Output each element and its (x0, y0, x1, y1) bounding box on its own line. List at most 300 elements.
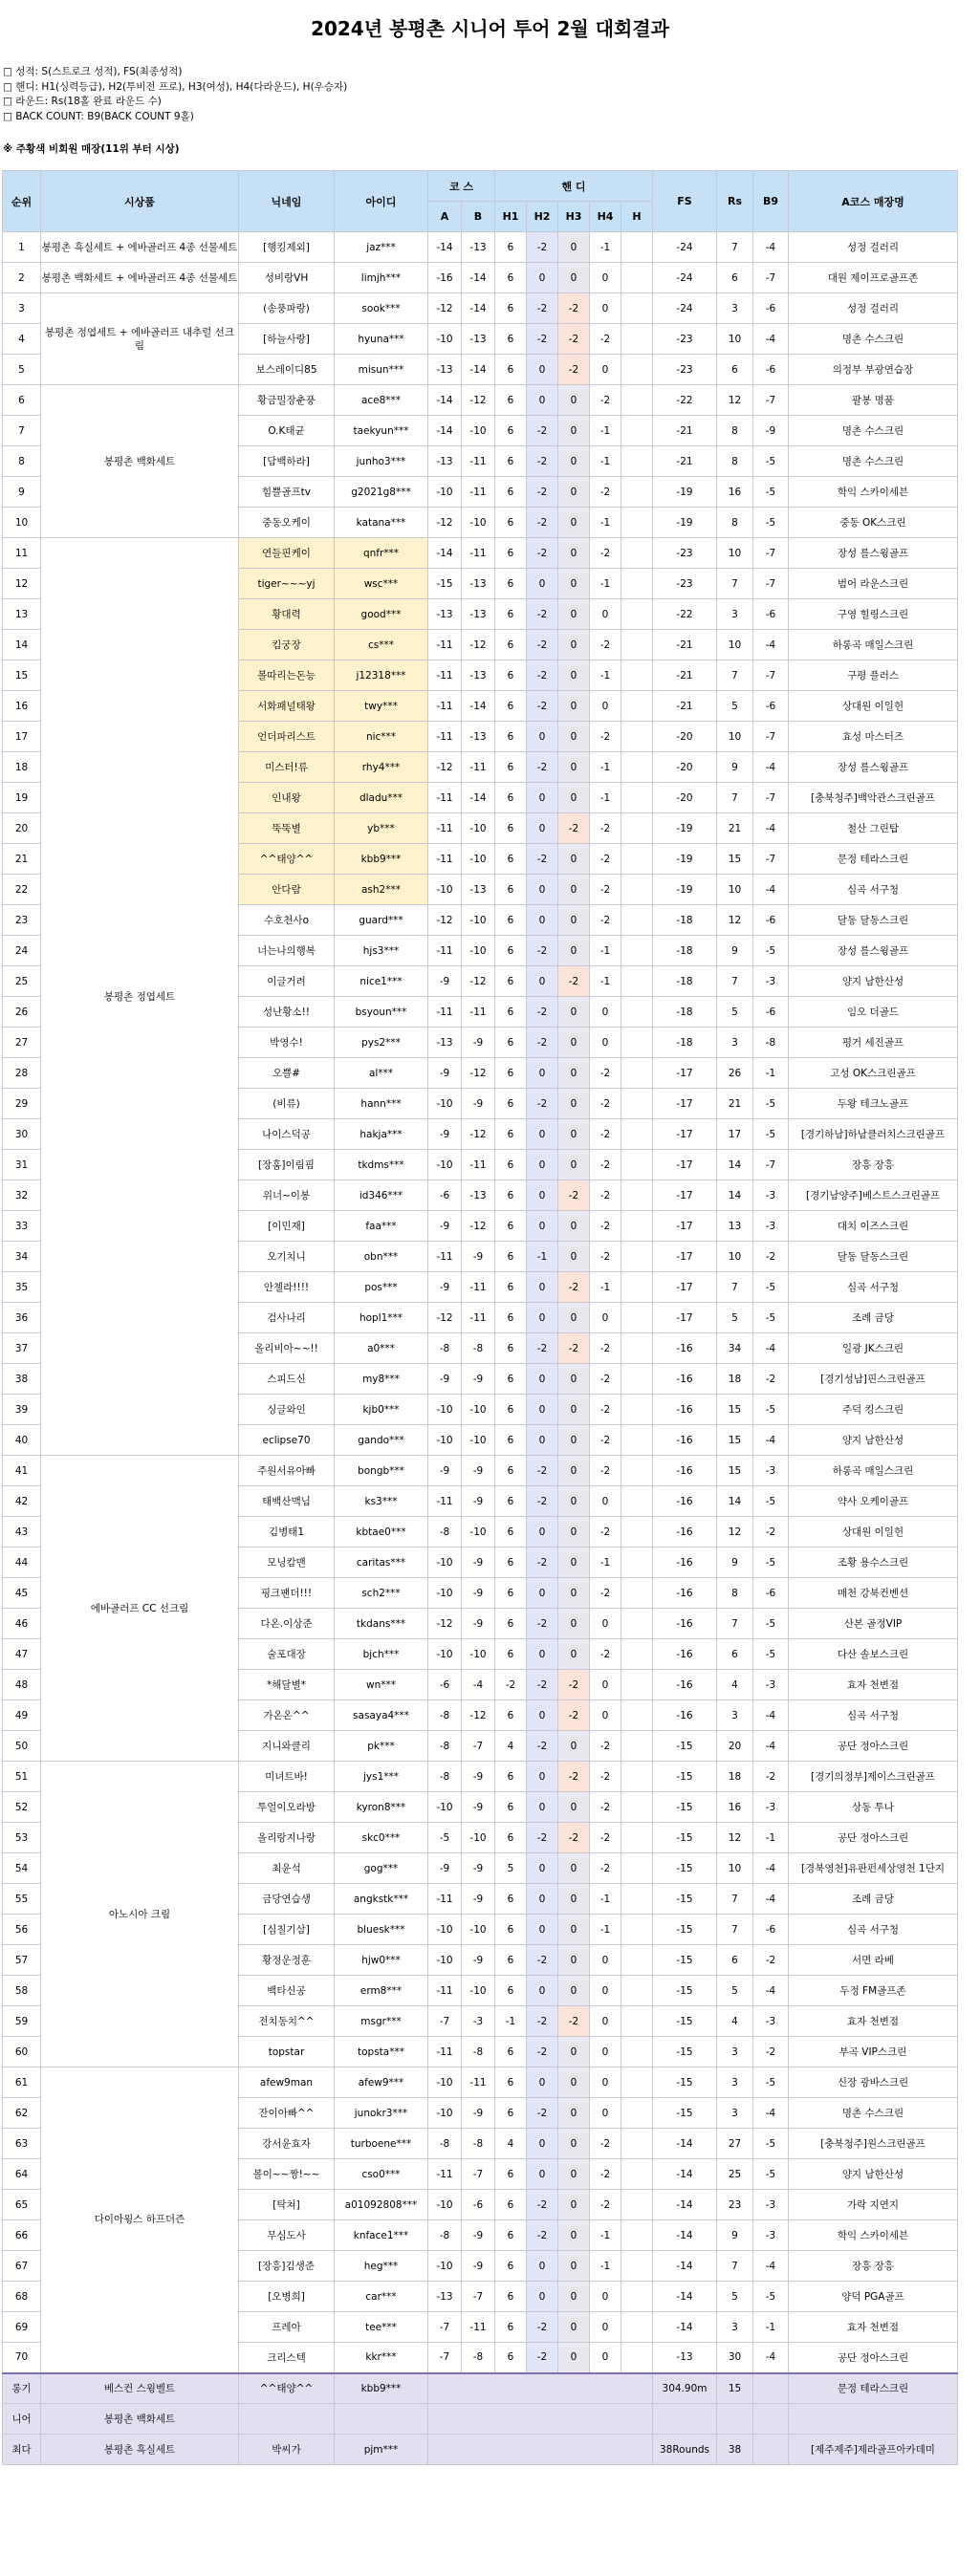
h4-cell: 0 (590, 1976, 621, 2006)
store-cell: 명촌 수스크린 (789, 324, 958, 355)
rank-cell: 41 (3, 1456, 41, 1486)
id-cell: sch2*** (335, 1578, 428, 1609)
h-cell (621, 997, 653, 1028)
id-cell: kbtae0*** (335, 1517, 428, 1548)
b9-cell: -5 (753, 1089, 789, 1119)
id-cell: al*** (335, 1058, 428, 1089)
h1-cell: 4 (495, 1731, 527, 1762)
h3-cell: -2 (558, 1823, 590, 1853)
h3-cell: -2 (558, 813, 590, 844)
h1-cell: 6 (495, 1976, 527, 2006)
course-b-cell: -8 (462, 1333, 495, 1364)
course-b-cell: -9 (462, 2220, 495, 2251)
legend-notes (3, 65, 347, 124)
h4-cell: -2 (590, 875, 621, 905)
award-store-cell: [제주제주]제라골프아카데미 (789, 2435, 958, 2465)
h3-cell: 0 (558, 385, 590, 416)
h-cell (621, 2129, 653, 2159)
nickname-cell: afew9man (239, 2067, 335, 2098)
rs-cell: 15 (717, 844, 753, 875)
course-a-cell: -10 (428, 1945, 462, 1976)
nickname-cell: 미녀트바! (239, 1762, 335, 1792)
h2-cell: -2 (527, 1548, 558, 1578)
h3-cell: 0 (558, 2037, 590, 2067)
b9-cell: -2 (753, 1517, 789, 1548)
course-a-cell: -7 (428, 2312, 462, 2343)
rank-cell: 5 (3, 355, 41, 385)
h3-cell: 0 (558, 2220, 590, 2251)
rank-cell: 60 (3, 2037, 41, 2067)
rank-cell: 58 (3, 1976, 41, 2006)
h3-cell: 0 (558, 2312, 590, 2343)
id-cell: pos*** (335, 1272, 428, 1303)
b9-cell: -8 (753, 1028, 789, 1058)
store-cell: 임오 더골드 (789, 997, 958, 1028)
nickname-cell: 주원서유아빠 (239, 1456, 335, 1486)
rs-cell: 6 (717, 263, 753, 293)
fs-cell: -18 (653, 936, 717, 966)
rank-cell: 45 (3, 1578, 41, 1609)
h2-cell: -2 (527, 538, 558, 569)
h4-cell: -1 (590, 416, 621, 446)
course-a-cell: -10 (428, 1639, 462, 1670)
course-a-cell: -10 (428, 1395, 462, 1425)
h2-cell: -1 (527, 1242, 558, 1272)
h1-cell: 6 (495, 1762, 527, 1792)
rs-cell: 7 (717, 2251, 753, 2282)
id-cell: hakja*** (335, 1119, 428, 1150)
h2-cell: -2 (527, 2343, 558, 2373)
h2-cell: -2 (527, 1670, 558, 1700)
id-cell: afew9*** (335, 2067, 428, 2098)
course-b-cell: -9 (462, 1028, 495, 1058)
header-nickname: 닉네임 (239, 171, 335, 232)
id-cell: g2021g8*** (335, 477, 428, 508)
id-cell: faa*** (335, 1211, 428, 1242)
nickname-cell: [장훔]이림핌 (239, 1150, 335, 1180)
store-cell: 주덕 킹스크린 (789, 1395, 958, 1425)
rank-cell: 20 (3, 813, 41, 844)
h1-cell: 6 (495, 2098, 527, 2129)
course-b-cell: -11 (462, 752, 495, 783)
rs-cell: 7 (717, 232, 753, 263)
rs-cell: 7 (717, 783, 753, 813)
h2-cell: 0 (527, 1792, 558, 1823)
id-cell: tkdms*** (335, 1150, 428, 1180)
store-cell: [경북영천]유판펀세상영천 1단지 (789, 1853, 958, 1884)
h-cell (621, 1945, 653, 1976)
rank-cell: 13 (3, 599, 41, 630)
store-cell: 구영 힐링스크린 (789, 599, 958, 630)
id-cell: tkdans*** (335, 1609, 428, 1639)
rank-cell: 28 (3, 1058, 41, 1089)
table-row (3, 232, 958, 263)
id-cell: my8*** (335, 1364, 428, 1395)
header-prize: 시상품 (41, 171, 239, 232)
rs-cell: 23 (717, 2190, 753, 2220)
award-prize-cell: 봉평촌 백화세트 (41, 2404, 239, 2435)
award-nickname-cell: 박씨가 (239, 2435, 335, 2465)
h2-cell: 0 (527, 813, 558, 844)
store-cell: 의정부 부광연습장 (789, 355, 958, 385)
store-cell: 일광 JK스크린 (789, 1333, 958, 1364)
nickname-cell: 프레아 (239, 2312, 335, 2343)
h-cell (621, 2220, 653, 2251)
fs-cell: -16 (653, 1364, 717, 1395)
course-b-cell: -11 (462, 477, 495, 508)
rs-cell: 7 (717, 1915, 753, 1945)
course-a-cell: -14 (428, 385, 462, 416)
h3-cell: 0 (558, 1915, 590, 1945)
nickname-cell: 강서윤효자 (239, 2129, 335, 2159)
course-a-cell: -10 (428, 1089, 462, 1119)
nickname-cell: [탁쳐] (239, 2190, 335, 2220)
course-b-cell: -14 (462, 263, 495, 293)
store-cell: 성정 걸러리 (789, 232, 958, 263)
store-cell: 심곡 서구청 (789, 1915, 958, 1945)
table-row (3, 263, 958, 293)
h3-cell: -2 (558, 1670, 590, 1700)
h3-cell: 0 (558, 1884, 590, 1915)
h3-cell: 0 (558, 1425, 590, 1456)
h4-cell: -2 (590, 324, 621, 355)
blank-cell (428, 2404, 653, 2435)
course-b-cell: -14 (462, 293, 495, 324)
h4-cell: -2 (590, 1119, 621, 1150)
rs-cell: 3 (717, 293, 753, 324)
h2-cell: 0 (527, 1058, 558, 1089)
course-a-cell: -6 (428, 1670, 462, 1700)
nickname-cell: 오기치니 (239, 1242, 335, 1272)
h-cell (621, 2282, 653, 2312)
h1-cell: 6 (495, 1333, 527, 1364)
h4-cell: -2 (590, 1792, 621, 1823)
h4-cell: -2 (590, 1823, 621, 1853)
h3-cell: 0 (558, 1303, 590, 1333)
course-b-cell: -10 (462, 813, 495, 844)
fs-cell: -16 (653, 1639, 717, 1670)
store-cell: 효성 마스터즈 (789, 722, 958, 752)
fs-cell: -16 (653, 1700, 717, 1731)
course-a-cell: -14 (428, 538, 462, 569)
award-record-cell (653, 2404, 717, 2435)
h4-cell: -1 (590, 660, 621, 691)
h4-cell: -2 (590, 1731, 621, 1762)
store-cell: 팔봉 명품 (789, 385, 958, 416)
h1-cell: 6 (495, 1609, 527, 1639)
course-b-cell: -9 (462, 1548, 495, 1578)
h-cell (621, 2190, 653, 2220)
h-cell (621, 660, 653, 691)
h4-cell: -1 (590, 2220, 621, 2251)
h2-cell: -2 (527, 293, 558, 324)
h1-cell: 6 (495, 1272, 527, 1303)
fs-cell: -21 (653, 691, 717, 722)
b9-cell: -4 (753, 1425, 789, 1456)
b9-cell: -5 (753, 2067, 789, 2098)
h4-cell: -1 (590, 1272, 621, 1303)
h1-cell: 6 (495, 1884, 527, 1915)
h3-cell: 0 (558, 752, 590, 783)
b9-cell: -1 (753, 1058, 789, 1089)
fs-cell: -14 (653, 2129, 717, 2159)
course-a-cell: -9 (428, 1119, 462, 1150)
course-b-cell: -12 (462, 630, 495, 660)
nickname-cell: 최윤석 (239, 1853, 335, 1884)
course-b-cell: -13 (462, 660, 495, 691)
rank-cell: 16 (3, 691, 41, 722)
course-a-cell: -11 (428, 844, 462, 875)
fs-cell: -14 (653, 2220, 717, 2251)
nickname-cell: 지니와클리 (239, 1731, 335, 1762)
h3-cell: 0 (558, 2159, 590, 2190)
b9-cell: -5 (753, 936, 789, 966)
rs-cell: 3 (717, 2037, 753, 2067)
h2-cell: 0 (527, 569, 558, 599)
nickname-cell: 보스레이디85 (239, 355, 335, 385)
rs-cell: 8 (717, 1578, 753, 1609)
h3-cell: 0 (558, 1395, 590, 1425)
course-a-cell: -11 (428, 997, 462, 1028)
blank-cell (428, 2373, 653, 2404)
award-rs-cell: 15 (717, 2373, 753, 2404)
rs-cell: 14 (717, 1486, 753, 1517)
course-a-cell: -5 (428, 1823, 462, 1853)
course-a-cell: -11 (428, 1976, 462, 2006)
h-cell (621, 752, 653, 783)
course-b-cell: -14 (462, 691, 495, 722)
rs-cell: 30 (717, 2343, 753, 2373)
id-cell: a01092808*** (335, 2190, 428, 2220)
rank-cell: 10 (3, 508, 41, 538)
b9-cell: -3 (753, 2190, 789, 2220)
h1-cell: 6 (495, 477, 527, 508)
h-cell (621, 355, 653, 385)
h-cell (621, 1609, 653, 1639)
id-cell: hjs3*** (335, 936, 428, 966)
h-cell (621, 1211, 653, 1242)
rank-cell: 69 (3, 2312, 41, 2343)
store-cell: 상동 투나 (789, 1792, 958, 1823)
course-a-cell: -11 (428, 630, 462, 660)
h3-cell: 0 (558, 1089, 590, 1119)
rs-cell: 8 (717, 446, 753, 477)
h1-cell: 6 (495, 599, 527, 630)
id-cell: kjb0*** (335, 1395, 428, 1425)
h-cell (621, 1180, 653, 1211)
nickname-cell: 황정운정훈 (239, 1945, 335, 1976)
nickname-cell: eclipse70 (239, 1425, 335, 1456)
h3-cell: 0 (558, 1486, 590, 1517)
store-cell: 학익 스카이세븐 (789, 2220, 958, 2251)
course-a-cell: -12 (428, 752, 462, 783)
rank-cell: 9 (3, 477, 41, 508)
b9-cell: -5 (753, 1303, 789, 1333)
h1-cell: 6 (495, 630, 527, 660)
h2-cell: -2 (527, 752, 558, 783)
course-b-cell: -11 (462, 2067, 495, 2098)
fs-cell: -23 (653, 569, 717, 599)
course-a-cell: -10 (428, 1425, 462, 1456)
fs-cell: -15 (653, 2067, 717, 2098)
store-cell: 장성 를스윙골프 (789, 936, 958, 966)
award-prize-cell: 봉평촌 흑실세트 (41, 2435, 239, 2465)
id-cell: gog*** (335, 1853, 428, 1884)
b9-cell: -4 (753, 875, 789, 905)
course-a-cell: -16 (428, 263, 462, 293)
fs-cell: -21 (653, 660, 717, 691)
rs-cell: 7 (717, 1884, 753, 1915)
h2-cell: -2 (527, 508, 558, 538)
course-a-cell: -11 (428, 936, 462, 966)
b9-cell: -3 (753, 1670, 789, 1700)
course-a-cell: -8 (428, 1700, 462, 1731)
h2-cell: -2 (527, 1945, 558, 1976)
course-a-cell: -9 (428, 1456, 462, 1486)
nickname-cell: 핑크팬더!!! (239, 1578, 335, 1609)
h3-cell: 0 (558, 2282, 590, 2312)
table-row (3, 1456, 958, 1486)
course-b-cell: -12 (462, 1211, 495, 1242)
h4-cell: -2 (590, 2190, 621, 2220)
h4-cell: -2 (590, 844, 621, 875)
h3-cell: 0 (558, 1976, 590, 2006)
rs-cell: 3 (717, 2312, 753, 2343)
h3-cell: -2 (558, 1180, 590, 1211)
h2-cell: 0 (527, 905, 558, 936)
b9-cell: -7 (753, 569, 789, 599)
rs-cell: 7 (717, 660, 753, 691)
id-cell: cso0*** (335, 2159, 428, 2190)
h3-cell: 0 (558, 1548, 590, 1578)
h1-cell: 6 (495, 1456, 527, 1486)
h3-cell: -2 (558, 293, 590, 324)
id-cell: cs*** (335, 630, 428, 660)
store-cell: 장흥 장흥 (789, 1150, 958, 1180)
course-a-cell: -11 (428, 660, 462, 691)
h4-cell: -2 (590, 1762, 621, 1792)
b9-cell: -4 (753, 1884, 789, 1915)
b9-cell: -5 (753, 1548, 789, 1578)
fs-cell: -15 (653, 1884, 717, 1915)
course-b-cell: -13 (462, 569, 495, 599)
award-b9-cell (753, 2404, 789, 2435)
course-a-cell: -10 (428, 477, 462, 508)
h3-cell: 0 (558, 2343, 590, 2373)
store-cell: 서면 라베 (789, 1945, 958, 1976)
h-cell (621, 1762, 653, 1792)
course-b-cell: -9 (462, 1792, 495, 1823)
id-cell: bjch*** (335, 1639, 428, 1670)
nickname-cell: 나이스덕공 (239, 1119, 335, 1150)
rank-cell: 8 (3, 446, 41, 477)
b9-cell: -7 (753, 538, 789, 569)
course-b-cell: -3 (462, 2006, 495, 2037)
b9-cell: -6 (753, 355, 789, 385)
h1-cell: 6 (495, 936, 527, 966)
h3-cell: 0 (558, 783, 590, 813)
course-b-cell: -11 (462, 1303, 495, 1333)
course-b-cell: -6 (462, 2190, 495, 2220)
h3-cell: 0 (558, 1517, 590, 1548)
course-b-cell: -12 (462, 1119, 495, 1150)
store-cell: [충북청주]원스크린골프 (789, 2129, 958, 2159)
b9-cell: -4 (753, 1853, 789, 1884)
course-a-cell: -8 (428, 2129, 462, 2159)
h-cell (621, 1028, 653, 1058)
h-cell (621, 477, 653, 508)
h2-cell: 0 (527, 1425, 558, 1456)
h-cell (621, 936, 653, 966)
rs-cell: 9 (717, 2220, 753, 2251)
h3-cell: 0 (558, 1028, 590, 1058)
course-b-cell: -13 (462, 875, 495, 905)
nickname-cell: O.K태균 (239, 416, 335, 446)
h-cell (621, 2343, 653, 2373)
rs-cell: 16 (717, 477, 753, 508)
course-a-cell: -12 (428, 293, 462, 324)
h2-cell: 0 (527, 1180, 558, 1211)
award-record-cell: 304.90m (653, 2373, 717, 2404)
fs-cell: -16 (653, 1425, 717, 1456)
course-b-cell: -12 (462, 1058, 495, 1089)
store-cell: [경기하남]하남클러치스크린골프 (789, 1119, 958, 1150)
h4-cell: -2 (590, 1333, 621, 1364)
h-cell (621, 1364, 653, 1395)
h1-cell: 6 (495, 875, 527, 905)
id-cell: yb*** (335, 813, 428, 844)
h1-cell: 6 (495, 844, 527, 875)
store-cell: 부곡 VIP스크린 (789, 2037, 958, 2067)
h1-cell: 6 (495, 2159, 527, 2190)
nickname-cell: 검사나리 (239, 1303, 335, 1333)
h2-cell: 0 (527, 1303, 558, 1333)
h3-cell: 0 (558, 875, 590, 905)
h1-cell: 6 (495, 752, 527, 783)
h4-cell: -2 (590, 1364, 621, 1395)
rs-cell: 14 (717, 1150, 753, 1180)
id-cell: hopl1*** (335, 1303, 428, 1333)
rs-cell: 8 (717, 416, 753, 446)
id-cell: good*** (335, 599, 428, 630)
rank-cell: 43 (3, 1517, 41, 1548)
special-award-row (3, 2404, 958, 2435)
header-rs: Rs (717, 171, 753, 232)
h-cell (621, 1639, 653, 1670)
course-a-cell: -11 (428, 2159, 462, 2190)
h3-cell: 0 (558, 1456, 590, 1486)
h3-cell: 0 (558, 691, 590, 722)
h4-cell: -1 (590, 2251, 621, 2282)
h4-cell: -2 (590, 1853, 621, 1884)
h-cell (621, 691, 653, 722)
fs-cell: -16 (653, 1456, 717, 1486)
h1-cell: 6 (495, 1028, 527, 1058)
h1-cell: 6 (495, 232, 527, 263)
h-cell (621, 416, 653, 446)
prize-cell: 봉평촌 흑실세트 + 에바골러프 4종 선물세트 (41, 232, 239, 263)
fs-cell: -17 (653, 1150, 717, 1180)
b9-cell: -5 (753, 1272, 789, 1303)
h2-cell: -2 (527, 691, 558, 722)
b9-cell: -5 (753, 477, 789, 508)
course-b-cell: -13 (462, 1180, 495, 1211)
h4-cell: -2 (590, 1456, 621, 1486)
store-cell: [경기의정부]제이스크린골프 (789, 1762, 958, 1792)
id-cell: a0*** (335, 1333, 428, 1364)
h2-cell: 0 (527, 1211, 558, 1242)
h4-cell: 0 (590, 2037, 621, 2067)
